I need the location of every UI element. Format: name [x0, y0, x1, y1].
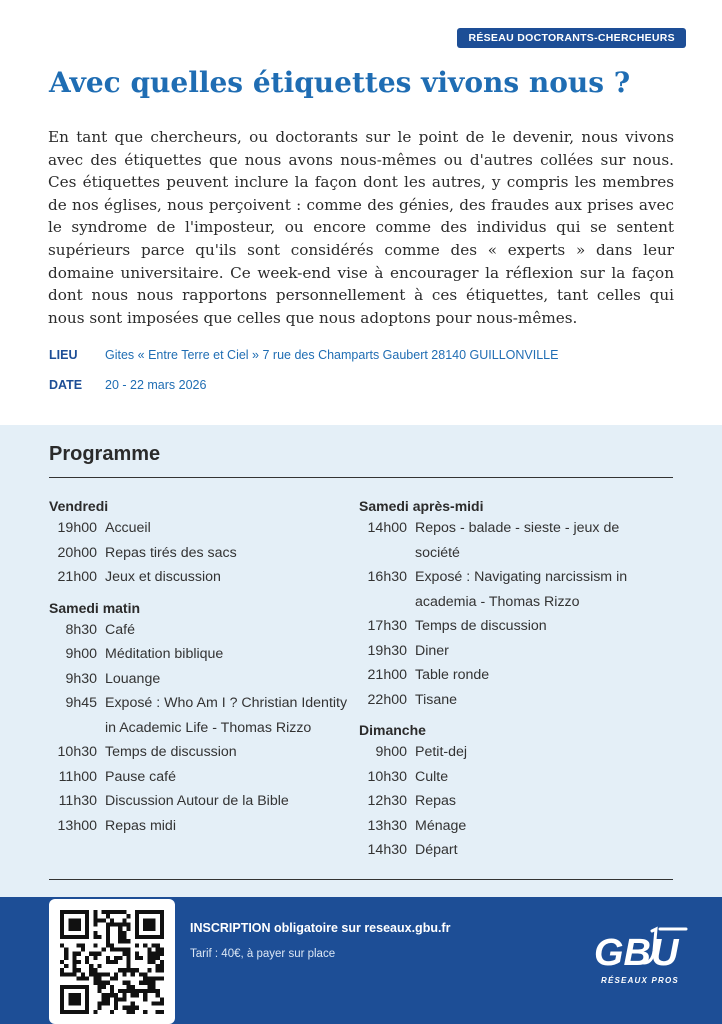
entry-time: 12h30: [367, 793, 407, 809]
entry-time: 11h30: [58, 793, 97, 809]
programme-top-divider: [49, 477, 673, 478]
entry-time: 8h30: [65, 621, 97, 638]
entry-time: 13h30: [367, 817, 407, 834]
schedule-entry: [49, 642, 349, 667]
entry-activity: Discussion Autour de la Bible: [105, 793, 289, 809]
qr-code-icon[interactable]: [49, 899, 175, 1024]
entry-time: 19h00: [57, 520, 97, 536]
entry-time: 21h00: [57, 569, 97, 585]
schedule-entry: [49, 765, 349, 790]
gbu-logo: [594, 925, 690, 975]
entry-time: 9h45: [65, 695, 97, 711]
entry-activity: Café: [105, 621, 135, 638]
network-badge: RÉSEAU DOCTORANTS-CHERCHEURS: [457, 28, 686, 48]
entry-activity: Repas: [415, 793, 457, 809]
entry-activity: Repas tirés des sacs: [105, 544, 237, 561]
entry-activity: Repos - balade - sieste - jeux de société: [415, 520, 620, 561]
entry-time: 9h30: [65, 670, 97, 687]
entry-time: 10h30: [57, 744, 97, 760]
location-label: LIEU: [49, 348, 78, 362]
programme-bottom-divider: [49, 879, 673, 880]
entry-time: 22h00: [367, 691, 407, 708]
logo-subtitle: RÉSEAUX PROS: [601, 976, 679, 985]
entry-time: 14h00: [367, 520, 407, 536]
entry-time: 13h00: [57, 817, 97, 834]
schedule-entry: [359, 688, 659, 713]
entry-activity: Exposé : Who Am I ? Christian Identity in Academic Life - Thomas Rizzo: [105, 695, 348, 736]
schedule-entry: [359, 789, 659, 814]
logo-text: GBU: [594, 932, 679, 974]
schedule-entry: [359, 663, 659, 688]
date-label: DATE: [49, 378, 83, 392]
entry-activity: Petit-dej: [415, 744, 468, 760]
schedule-entry: [359, 838, 659, 863]
schedule-entry: [359, 639, 659, 664]
schedule-entry: [49, 740, 349, 765]
entry-activity: Jeux et discussion: [105, 569, 221, 585]
location-value: Gites « Entre Terre et Ciel » 7 rue des Champarts Gaubert 28140 GUILLONVILLE: [105, 348, 559, 362]
schedule-entry: [49, 516, 349, 541]
entry-time: 19h30: [367, 642, 407, 659]
page-title: Avec quelles étiquettes vivons nous ?: [49, 66, 631, 99]
registration-text: INSCRIPTION obligatoire sur reseaux.gbu.fr: [190, 921, 451, 935]
entry-time: 17h30: [367, 618, 407, 634]
footer-banner: [0, 897, 722, 1024]
entry-activity: Temps de discussion: [415, 618, 547, 634]
programme-title: Programme: [49, 443, 161, 465]
programme-column-right: [359, 496, 659, 863]
entry-activity: Départ: [415, 842, 458, 858]
schedule-entry: [49, 618, 349, 643]
entry-time: 20h00: [57, 544, 97, 561]
day-heading-dimanche: Dimanche: [359, 722, 426, 738]
intro-paragraph: En tant que chercheurs, ou doctorants sur le point de le devenir, nous vivons avec des étiquettes que nous avons nous-mêmes ou d'autres collées sur nous. Ces étiquettes peuvent inclure la façon dont les autres, y compris les membres de nos églises, nous perçoivent : comme des génies, des fraudes aux prises avec le syndrome de l'imposteur, ou encore comme des individus qui se sentent supérieurs parce qu'ils sont considérés comme des « experts » dans leur domaine universitaire. Ce week-end vise à encourager la réflexion sur la façon dont nous nous rapportons personnellement à ces étiquettes, tant celles qui nous sont imposées que celles que nous adoptons pour nous-mêmes.: [48, 128, 674, 327]
day-heading-vendredi: Vendredi: [49, 498, 109, 514]
entry-activity: Tisane: [415, 691, 458, 708]
entry-activity: Diner: [415, 642, 449, 659]
entry-time: 9h00: [65, 646, 97, 662]
schedule-entry: [359, 814, 659, 839]
schedule-entry: [359, 565, 659, 614]
entry-activity: Exposé : Navigating narcissism in academia - Thomas Rizzo: [415, 569, 628, 610]
entry-activity: Temps de discussion: [105, 744, 237, 760]
schedule-entry: [49, 789, 349, 814]
schedule-entry: [49, 667, 349, 692]
entry-time: 21h00: [367, 667, 407, 683]
entry-time: 10h30: [367, 768, 407, 785]
price-text: Tarif : 40€, à payer sur place: [190, 948, 336, 960]
entry-time: 9h00: [375, 744, 407, 760]
entry-activity: Repas midi: [105, 817, 176, 834]
day-heading-samedi-matin: Samedi matin: [49, 599, 141, 616]
entry-activity: Louange: [105, 670, 161, 687]
entry-activity: Méditation biblique: [105, 646, 224, 662]
entry-activity: Ménage: [415, 817, 467, 834]
schedule-entry: [359, 740, 659, 765]
schedule-entry: [359, 765, 659, 790]
day-heading-samedi-apres-midi: Samedi après-midi: [359, 498, 484, 514]
entry-activity: Culte: [415, 768, 449, 785]
entry-time: 16h30: [367, 569, 407, 585]
entry-time: 11h00: [58, 768, 97, 785]
entry-time: 14h30: [367, 842, 407, 858]
schedule-entry: [49, 691, 349, 740]
entry-activity: Pause café: [105, 768, 176, 785]
date-value: 20 - 22 mars 2026: [105, 378, 207, 392]
entry-activity: Accueil: [105, 520, 151, 536]
schedule-entry: [359, 614, 659, 639]
schedule-entry: [359, 516, 659, 565]
programme-column-left: [49, 496, 349, 838]
schedule-entry: [49, 814, 349, 839]
programme-section: [0, 425, 722, 897]
entry-activity: Table ronde: [415, 667, 490, 683]
schedule-entry: [49, 541, 349, 566]
schedule-entry: [49, 565, 349, 590]
